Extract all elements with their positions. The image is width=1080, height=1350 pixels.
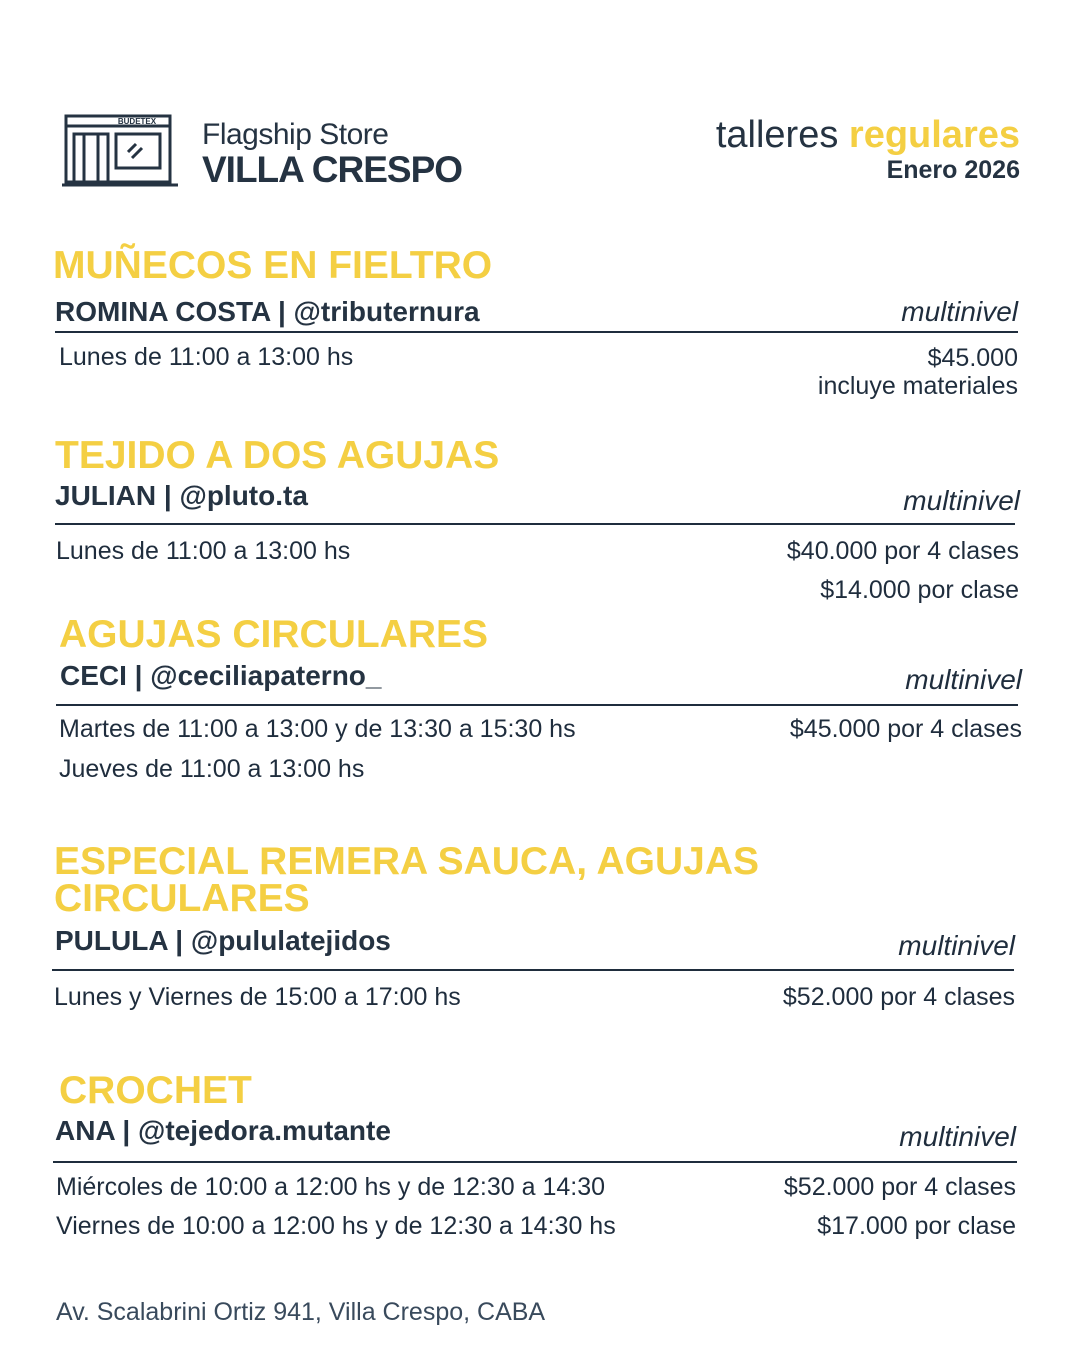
schedule-line: Martes de 11:00 a 13:00 y de 13:30 a 15:30 hs	[59, 715, 576, 743]
divider	[55, 523, 1015, 525]
workshop-title: TEJIDO A DOS AGUJAS	[55, 434, 500, 477]
logo-sign-text: BUDETEX	[117, 117, 157, 126]
workshop-level: multinivel	[905, 664, 1022, 695]
heading-part-1: talleres	[715, 114, 849, 156]
price-line: $52.000 por 4 clases	[783, 1173, 1016, 1201]
workshop-level: multinivel	[899, 1121, 1016, 1152]
workshop-title: MUÑECOS EN FIELTRO	[53, 244, 493, 287]
schedule-line: Miércoles de 10:00 a 12:00 hs y de 12:30 a 14:30	[56, 1173, 605, 1201]
schedule-line: Jueves de 11:00 a 13:00 hs	[59, 755, 365, 783]
heading-part-2: regulares	[848, 114, 1020, 156]
workshop-teacher: PULULA | @pululatejidos	[55, 925, 391, 956]
workshop-level: multinivel	[898, 930, 1015, 961]
workshop-level: multinivel	[901, 296, 1018, 327]
workshop-title-line-2: CIRCULARES	[54, 877, 310, 920]
divider	[56, 704, 1018, 706]
workshop-teacher: JULIAN | @pluto.ta	[55, 480, 308, 511]
store-address: Av. Scalabrini Ortiz 941, Villa Crespo, CABA	[56, 1298, 546, 1326]
workshop-title: AGUJAS CIRCULARES	[59, 613, 489, 656]
price-line: $14.000 por clase	[820, 576, 1019, 604]
workshop-teacher: ROMINA COSTA | @tributernura	[55, 296, 480, 327]
schedule-line: Lunes de 11:00 a 13:00 hs	[59, 343, 354, 371]
store-subtitle: Flagship Store	[202, 118, 389, 151]
schedule-line: Viernes de 10:00 a 12:00 hs y de 12:30 a 14:30 hs	[56, 1212, 616, 1240]
price-line: $52.000 por 4 clases	[782, 983, 1015, 1011]
workshop-level: multinivel	[903, 485, 1020, 516]
schedule-line: Lunes y Viernes de 15:00 a 17:00 hs	[54, 983, 461, 1011]
price-line: $45.000 por 4 clases	[789, 715, 1022, 743]
schedule-line: Lunes de 11:00 a 13:00 hs	[56, 537, 351, 565]
divider	[52, 969, 1014, 971]
price-line: $45.000	[927, 344, 1018, 372]
workshop-title: CROCHET	[59, 1069, 252, 1112]
divider	[55, 331, 1018, 333]
price-note: incluye materiales	[817, 372, 1018, 400]
workshop-teacher: ANA | @tejedora.mutante	[55, 1115, 391, 1146]
price-line: $40.000 por 4 clases	[786, 537, 1019, 565]
workshop-title-line-1: ESPECIAL REMERA SAUCA, AGUJAS	[54, 840, 759, 883]
workshop-teacher: CECI | @ceciliapaterno_	[60, 660, 382, 691]
page-heading	[716, 114, 1020, 157]
storefront-logo-icon	[60, 112, 180, 192]
page-date: Enero 2026	[886, 156, 1020, 184]
divider	[53, 1161, 1017, 1163]
store-name: VILLA CRESPO	[202, 149, 463, 190]
price-line: $17.000 por clase	[817, 1212, 1016, 1240]
